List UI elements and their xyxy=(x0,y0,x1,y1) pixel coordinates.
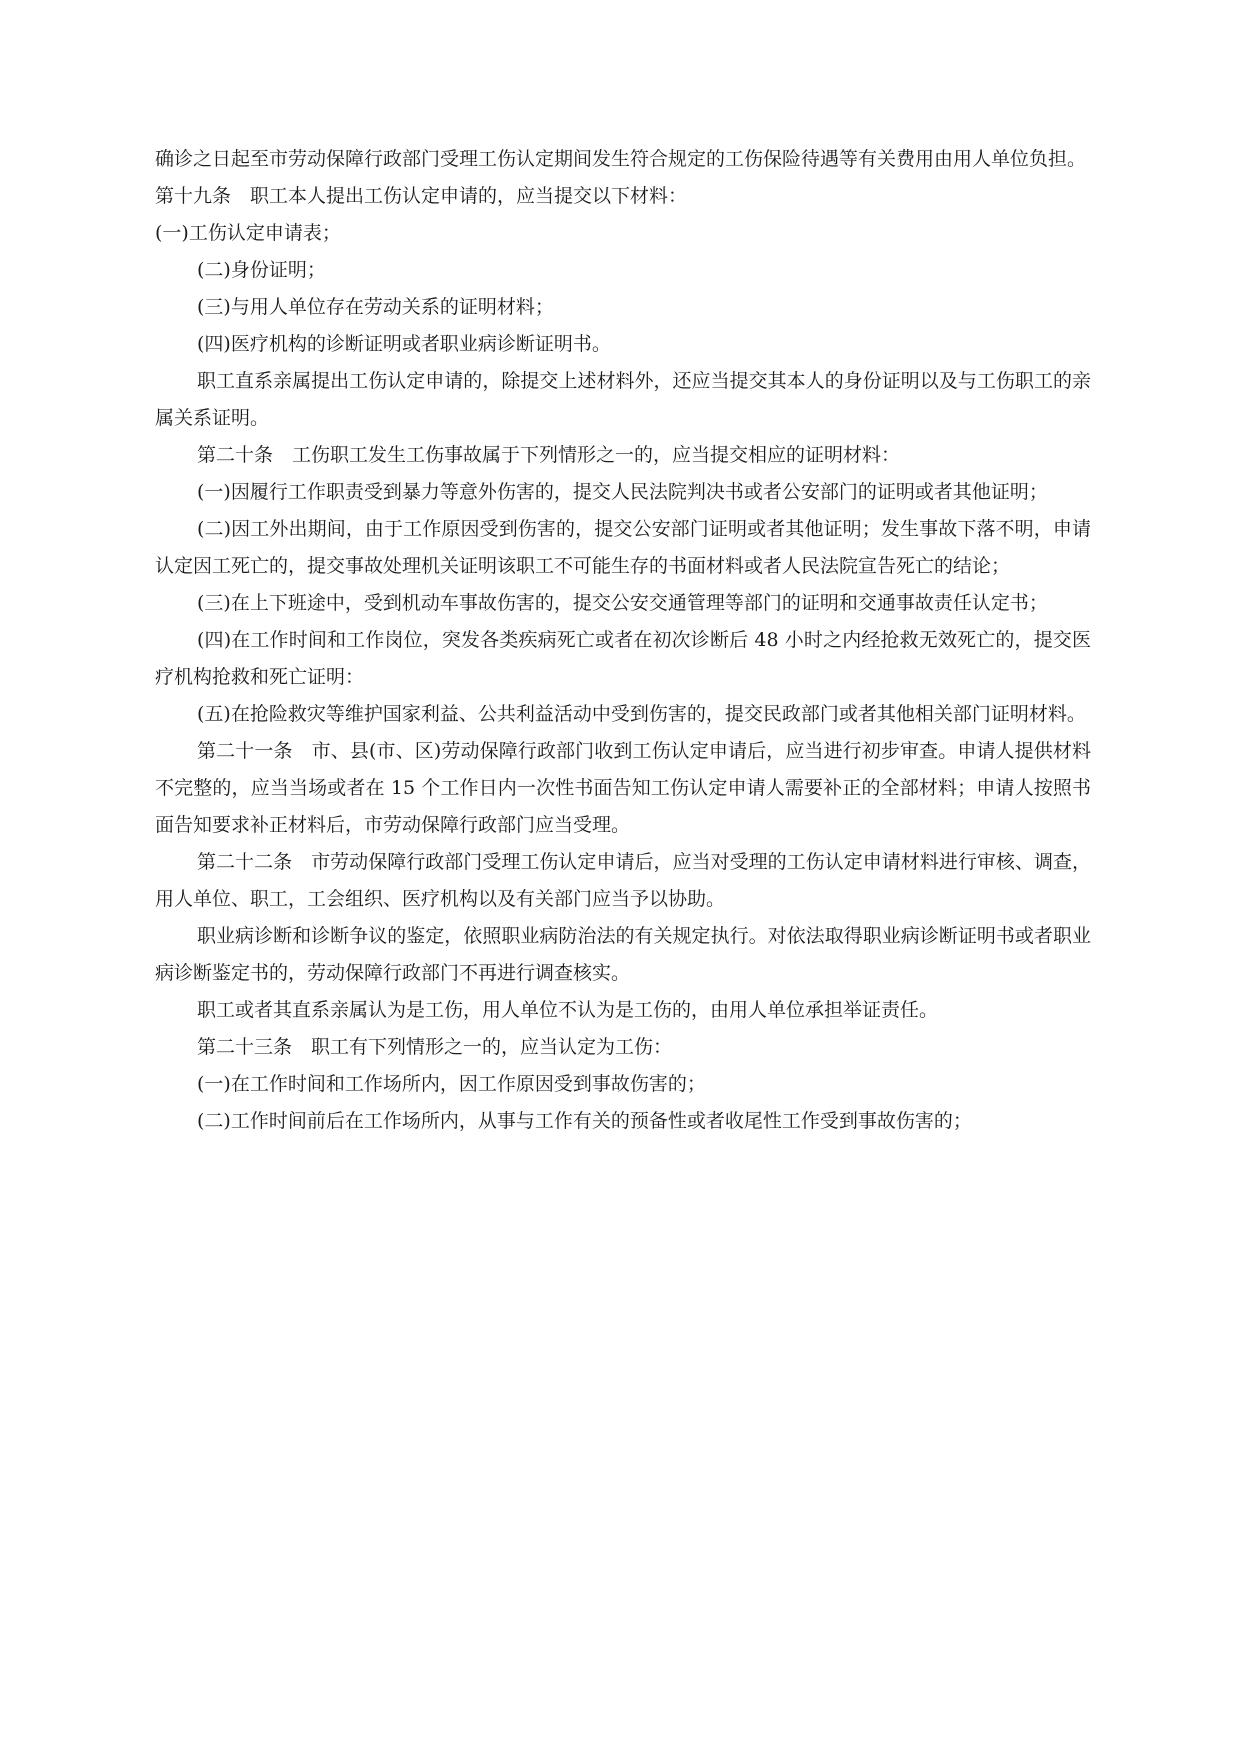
document-page xyxy=(155,141,1091,1140)
article-21-paragraph: 第二十一条 市、县(市、区)劳动保障行政部门收到工伤认定申请后，应当进行初步审查。申请人提供材料不完整的，应当当场或者在 15 个工作日内一次性书面告知工伤认定申请人需要补正的全部材料；申请人按照书面告知要求补正材料后，市劳动保障行政部门应当受理。 xyxy=(155,740,1091,836)
list-item: (三)在上下班途中，受到机动车事故伤害的，提交公安交通管理等部门的证明和交通事故责任认定书； xyxy=(197,592,1048,614)
paragraph: 职工直系亲属提出工伤认定申请的，除提交上述材料外，还应当提交其本人的身份证明以及与工伤职工的亲属关系证明。 xyxy=(155,370,1091,429)
list-item: (二)工作时间前后在工作场所内，从事与工作有关的预备性或者收尾性工作受到事故伤害的； xyxy=(197,1110,972,1132)
article-23-heading: 第二十三条 职工有下列情形之一的，应当认定为工伤： xyxy=(197,1036,673,1058)
paragraph: 职业病诊断和诊断争议的鉴定，依照职业病防治法的有关规定执行。对依法取得职业病诊断证明书或者职业病诊断鉴定书的，劳动保障行政部门不再进行调查核实。 xyxy=(155,925,1091,984)
paragraph: 确诊之日起至市劳动保障行政部门受理工伤认定期间发生符合规定的工伤保险待遇等有关费用由用人单位负担。 xyxy=(155,148,1087,170)
list-item: (四)在工作时间和工作岗位，突发各类疾病死亡或者在初次诊断后 48 小时之内经抢救无效死亡的，提交医疗机构抢救和死亡证明： xyxy=(155,629,1091,688)
list-item: (一)在工作时间和工作场所内，因工作原因受到事故伤害的； xyxy=(197,1073,706,1095)
article-20-heading: 第二十条 工伤职工发生工伤事故属于下列情形之一的，应当提交相应的证明材料： xyxy=(197,444,901,466)
list-item: (一)工伤认定申请表； xyxy=(155,222,341,244)
list-item: (四)医疗机构的诊断证明或者职业病诊断证明书。 xyxy=(197,333,611,355)
article-22-paragraph: 第二十二条 市劳动保障行政部门受理工伤认定申请后，应当对受理的工伤认定申请材料进行审核、调查，用人单位、职工，工会组织、医疗机构以及有关部门应当予以协助。 xyxy=(155,851,1091,910)
list-item: (五)在抢险救灾等维护国家利益、公共利益活动中受到伤害的，提交民政部门或者其他相关部门证明材料。 xyxy=(197,703,1086,725)
list-item: (三)与用人单位存在劳动关系的证明材料； xyxy=(197,296,554,318)
paragraph: 职工或者其直系亲属认为是工伤，用人单位不认为是工伤的，由用人单位承担举证责任。 xyxy=(197,999,939,1021)
list-item: (二)因工外出期间，由于工作原因受到伤害的，提交公安部门证明或者其他证明；发生事故下落不明，申请认定因工死亡的，提交事故处理机关证明该职工不可能生存的书面材料或者人民法院宣告死亡的结论； xyxy=(155,518,1091,577)
list-item: (一)因履行工作职责受到暴力等意外伤害的，提交人民法院判决书或者公安部门的证明或者其他证明； xyxy=(197,481,1048,503)
article-19-heading: 第十九条 职工本人提出工伤认定申请的，应当提交以下材料： xyxy=(155,185,688,207)
list-item: (二)身份证明； xyxy=(197,259,326,281)
